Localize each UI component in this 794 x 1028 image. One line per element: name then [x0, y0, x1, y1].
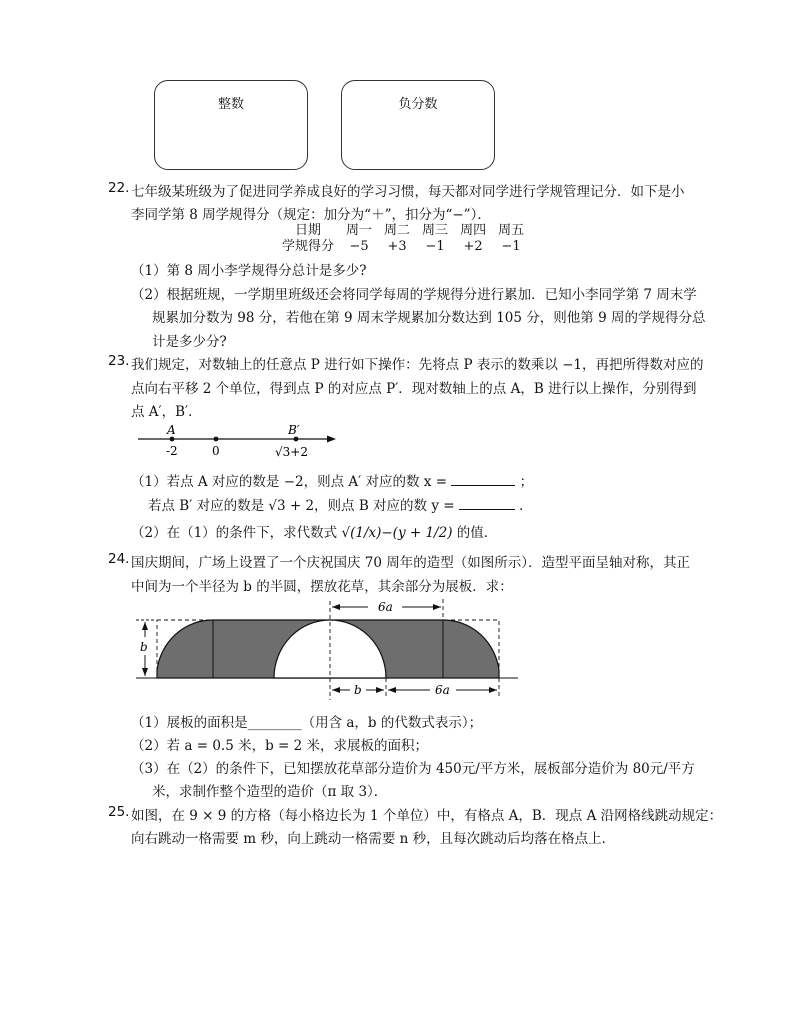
q23-part2-end: 的值．	[456, 525, 498, 541]
score-table-row	[276, 239, 530, 255]
integer-box-label: 整数	[217, 97, 244, 112]
point-zero	[214, 437, 219, 442]
q23-line1: 我们规定，对数轴上的任意点 P 进行如下操作：先将点 P 表示的数乘以 −1，再把所得数对应的	[131, 357, 704, 373]
q23-part2-text: （2）在（1）的条件下，求代数式	[131, 525, 338, 541]
cell-score-tue: +3	[387, 239, 407, 254]
q23-line2: 点向右平移 2 个单位，得到点 P 的对应点 P′．现对数轴上的点 A，B 进行以上操作，分别得到	[131, 381, 697, 397]
cell-score-fri: −1	[501, 239, 521, 254]
cell-thu: 周四	[460, 223, 487, 238]
bottom-dim-6a: 6a	[435, 683, 450, 697]
q25-line1: 如图，在 9 × 9 的方格（每小格边长为 1 个单位）中，有格点 A，B．现点 A 沿网格线跳动规定：	[131, 808, 723, 824]
q22-part2-line2: 规累加分数为 98 分，若他在第 9 周末学规累加分数达到 105 分，则他第 9 周的学规得分总	[152, 310, 706, 326]
q23-part1a-text: （1）若点 A 对应的数是 −2，则点 A′ 对应的数 x =	[131, 474, 448, 490]
cell-fri: 周五	[498, 223, 525, 238]
cell-score-thu: +2	[463, 239, 483, 254]
tick-neg2: -2	[166, 444, 178, 458]
negative-fraction-box	[341, 80, 495, 170]
q23-line3: 点 A′，B′．	[131, 404, 202, 420]
point-b-prime	[294, 437, 299, 442]
cell-score-wed: −1	[425, 239, 445, 254]
label-b-prime: B′	[288, 423, 300, 437]
q23-part2	[131, 521, 497, 541]
q23-part1b-end: ．	[519, 498, 533, 514]
cell-date: 日期	[295, 223, 322, 238]
q22-line1: 七年级某班级为了促进同学养成良好的学习习惯，每天都对同学进行学规管理记分．如下是小	[131, 184, 685, 200]
bottom-dim-b: b	[354, 683, 362, 697]
q24-part1: （1）展板的面积是________（用含 a，b 的代数式表示）；	[131, 715, 483, 731]
label-a: A	[167, 423, 176, 437]
negative-fraction-box-label: 负分数	[398, 97, 438, 112]
q24-part2: （2）若 a = 0.5 米，b = 2 米，求展板的面积；	[131, 738, 428, 754]
score-table-header	[276, 223, 530, 239]
q23-part1a-end: ；	[519, 474, 534, 490]
q23-number: 23.	[108, 353, 130, 369]
q23-part1b	[148, 494, 533, 514]
display-board-figure	[128, 593, 518, 703]
cell-score-mon: −5	[349, 239, 369, 254]
q25-number: 25.	[108, 804, 130, 820]
score-table	[276, 223, 530, 255]
number-line	[130, 420, 350, 466]
q23-part1b-text: 若点 B′ 对应的数是 √3 + 2，则点 B 对应的数 y =	[148, 498, 455, 514]
cell-mon: 周一	[346, 223, 373, 238]
top-dim-6a: 6a	[378, 600, 393, 614]
q22-part1: （1）第 8 周小李学规得分总计是多少?	[131, 263, 367, 279]
q24-line1: 国庆期间，广场上设置了一个庆祝国庆 70 周年的造型（如图所示）．造型平面呈轴对称，其正	[131, 555, 691, 571]
cell-tue: 周二	[384, 223, 411, 238]
q25-line2: 向右跳动一格需要 m 秒，向上跳动一格需要 n 秒，且每次跳动后均落在格点上．	[131, 831, 616, 847]
q22-number: 22.	[108, 180, 130, 196]
q22-line2: 李同学第 8 周学规得分（规定：加分为“＋”，扣分为“−”）．	[131, 207, 491, 223]
answer-blank-y[interactable]	[459, 497, 515, 510]
integer-box	[154, 80, 308, 170]
answer-blank-x[interactable]	[451, 473, 515, 486]
q22-part2-line3: 计是多少分?	[152, 334, 227, 350]
q24-part3-line2: 米，求制作整个造型的造价（π 取 3）．	[152, 784, 388, 800]
q23-part1a	[131, 470, 533, 490]
cell-score-label: 学规得分	[282, 239, 335, 254]
tick-zero: 0	[212, 444, 220, 458]
q24-part3-line1: （3）在（2）的条件下，已知摆放花草部分造价为 450元/平方米，展板部分造价为 80元/平方	[131, 761, 695, 777]
point-a	[170, 437, 175, 442]
q22-part2-line1: （2）根据班规，一学期里班级还会将同学每周的学规得分进行累加．已知小李同学第 7 周末学	[131, 287, 697, 303]
left-dim-b: b	[140, 640, 148, 654]
q24-number: 24.	[108, 551, 130, 567]
q23-expression: √(1/x)−(y + 1/2)	[341, 525, 453, 541]
cell-wed: 周三	[422, 223, 449, 238]
tick-sqrt3-plus-2: √3+2	[275, 445, 308, 459]
q24-line2: 中间为一个半径为 b 的半圆，摆放花草，其余部分为展板．求：	[131, 579, 513, 595]
